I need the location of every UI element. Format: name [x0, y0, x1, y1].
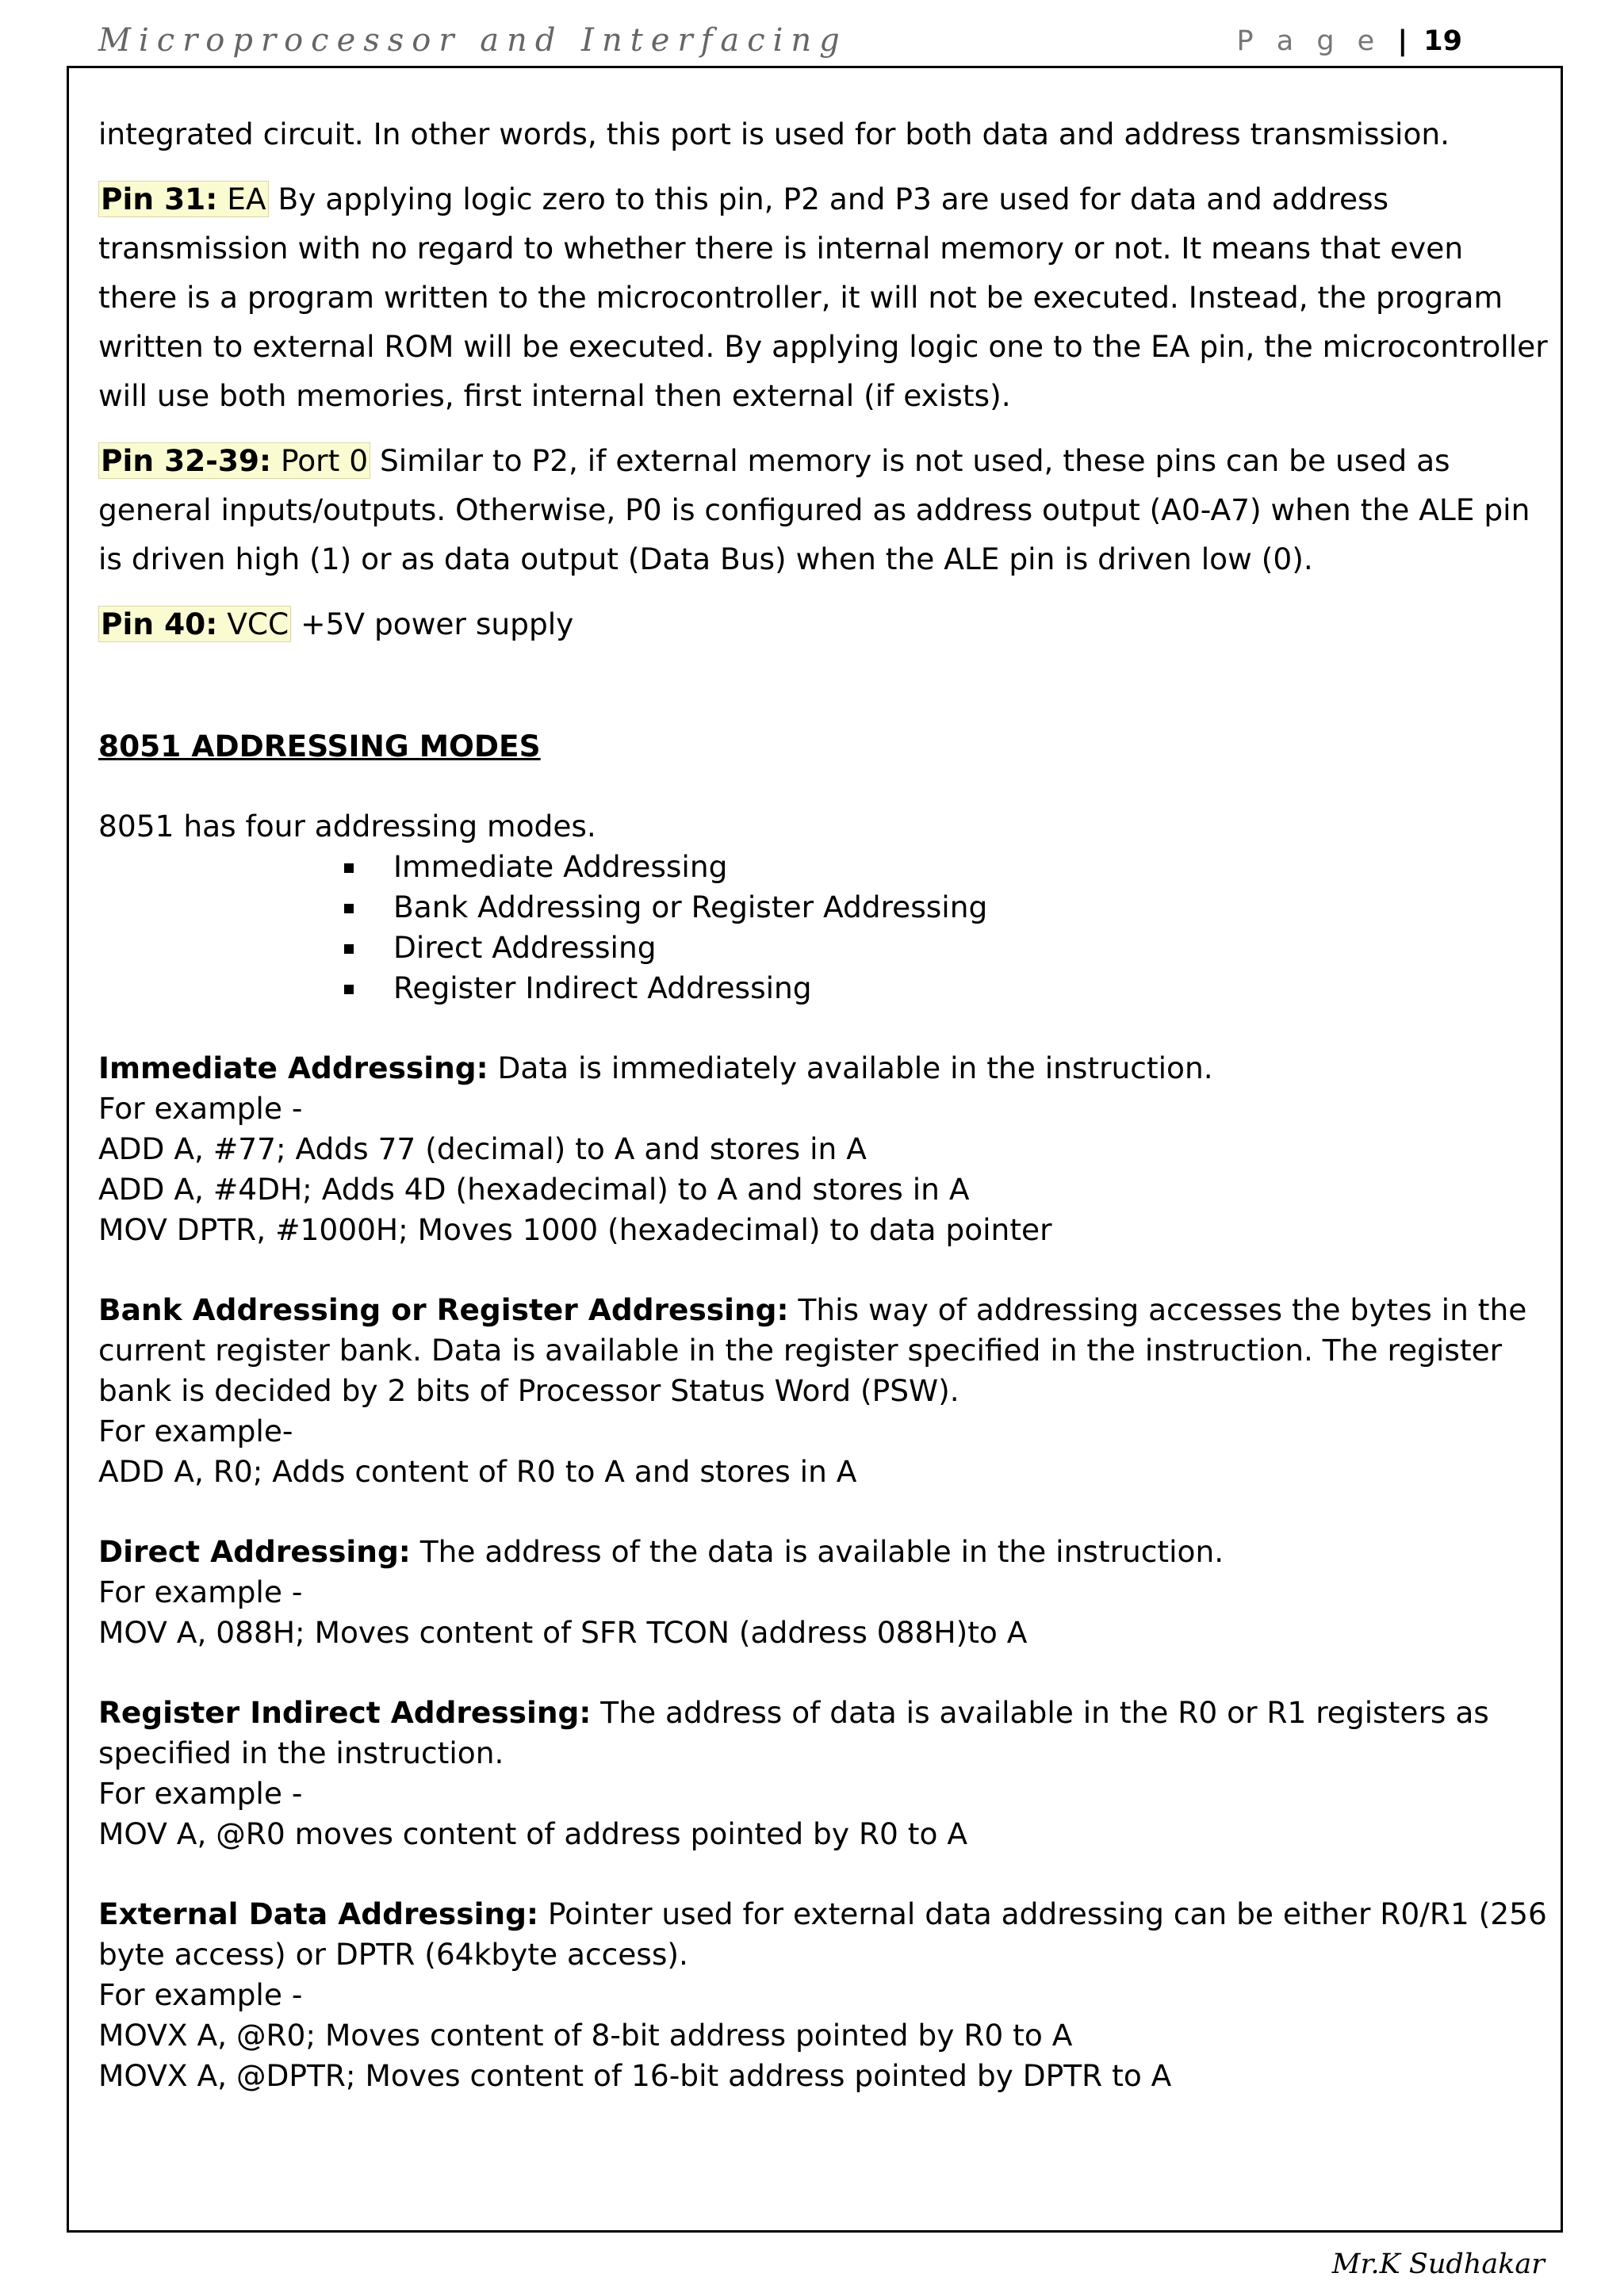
- pin-31-label: Pin 31:: [101, 182, 218, 216]
- example-line: MOV A, 088H; Moves content of SFR TCON (address 088H)to A: [98, 1615, 1028, 1650]
- pin-32-39-label: Pin 32-39:: [101, 443, 272, 478]
- page-header: [98, 22, 1526, 63]
- pin-40-name: VCC: [227, 607, 289, 641]
- example-line: ADD A, #4DH; Adds 4D (hexadecimal) to A and stores in A: [98, 1172, 970, 1207]
- section-definition: [98, 1290, 1549, 1411]
- bullet-icon: [344, 985, 354, 994]
- example-line: ADD A, #77; Adds 77 (decimal) to A and stores in A: [98, 1131, 867, 1166]
- pin-32-39-name: Port 0: [280, 443, 369, 478]
- bullet-icon: [344, 904, 354, 913]
- pin-31-paragraph: [98, 174, 1549, 420]
- list-item: Immediate Addressing: [344, 847, 1549, 887]
- section-title: Direct Addressing:: [98, 1534, 411, 1569]
- section-definition: [98, 1048, 1549, 1089]
- bullet-icon: [344, 863, 354, 873]
- pin-40-tag: [98, 606, 291, 642]
- page-indicator: [1237, 25, 1462, 57]
- page-number: 19: [1423, 25, 1462, 57]
- section-description: This way of addressing accesses the bytes in the current register bank. Data is available in the register specified in the instruction. The register bank is decided by 2 bits of Processor Status Word (PSW).: [98, 1292, 1527, 1408]
- pin-40-paragraph: [98, 599, 1549, 649]
- page-word: P a g e: [1236, 25, 1382, 57]
- section-title: Register Indirect Addressing:: [98, 1695, 592, 1730]
- pin-32-39-paragraph: [98, 436, 1549, 584]
- section-description: The address of data is available in the R0 or R1 registers as specified in the instruction.: [98, 1695, 1489, 1770]
- example-line: MOVX A, @R0; Moves content of 8-bit address pointed by R0 to A: [98, 2018, 1073, 2053]
- pin-31-name: EA: [227, 182, 266, 216]
- example-line: For example -: [98, 1977, 303, 2012]
- section-definition: [98, 1693, 1549, 1774]
- section-heading: 8051 ADDRESSING MODES: [98, 729, 541, 763]
- section-definition: [98, 1532, 1549, 1572]
- example-line: MOVX A, @DPTR; Moves content of 16-bit address pointed by DPTR to A: [98, 2058, 1172, 2093]
- page-content: [98, 109, 1549, 2096]
- section-title: External Data Addressing:: [98, 1896, 538, 1931]
- example-line: MOV DPTR, #1000H; Moves 1000 (hexadecimal) to data pointer: [98, 1212, 1052, 1247]
- pin-40-text: +5V power supply: [291, 607, 574, 641]
- modes-list: [344, 847, 1549, 1008]
- section-title: Bank Addressing or Register Addressing:: [98, 1292, 789, 1327]
- pin-32-39-tag: [98, 442, 370, 479]
- example-line: ADD A, R0; Adds content of R0 to A and stores in A: [98, 1454, 857, 1489]
- document-title: Microprocessor and Interfacing: [98, 22, 848, 59]
- example-line: For example -: [98, 1091, 303, 1126]
- pin-31-tag: [98, 181, 269, 217]
- page-separator: |: [1397, 25, 1408, 57]
- pin-40-label: Pin 40:: [101, 607, 218, 641]
- register-indirect-addressing-section: [98, 1693, 1549, 1854]
- intro-paragraph: integrated circuit. In other words, this port is used for both data and address transmission.: [98, 117, 1450, 151]
- author-signature: Mr.K Sudhakar: [1331, 2248, 1545, 2280]
- example-line: MOV A, @R0 moves content of address pointed by R0 to A: [98, 1816, 968, 1851]
- example-line: For example -: [98, 1575, 303, 1609]
- section-definition: [98, 1894, 1549, 1975]
- register-addressing-section: [98, 1290, 1549, 1492]
- section-description: The address of the data is available in the instruction.: [410, 1534, 1224, 1569]
- pin-32-39-text: Similar to P2, if external memory is not used, these pins can be used as general inputs/outputs. Otherwise, P0 is configured as address output (A0-A7) when the ALE pin is driven high (1) or as data output (Data Bus) when the ALE pin is driven low (0).: [98, 443, 1530, 576]
- section-title: Immediate Addressing:: [98, 1050, 488, 1085]
- example-line: For example-: [98, 1414, 293, 1448]
- direct-addressing-section: [98, 1532, 1549, 1653]
- pin-31-text: By applying logic zero to this pin, P2 and P3 are used for data and address transmission with no regard to whether there is internal memory or not. It means that even there is a program written to the microcontroller, it will not be executed. Instead, the program written to external ROM will be executed. By applying logic one to the EA pin, the microcontroller will use both memories, first internal then external (if exists).: [98, 182, 1548, 413]
- section-description: Pointer used for external data addressing can be either R0/R1 (256 byte access) or DPTR (64kbyte access).: [98, 1896, 1547, 1972]
- list-item: Direct Addressing: [344, 928, 1549, 968]
- external-data-addressing-section: [98, 1894, 1549, 2096]
- immediate-addressing-section: [98, 1048, 1549, 1250]
- section-description: Data is immediately available in the instruction.: [488, 1050, 1213, 1085]
- example-line: For example -: [98, 1776, 303, 1811]
- modes-intro: 8051 has four addressing modes.: [98, 809, 596, 844]
- bullet-icon: [344, 944, 354, 954]
- list-item: Register Indirect Addressing: [344, 968, 1549, 1008]
- list-item: Bank Addressing or Register Addressing: [344, 887, 1549, 928]
